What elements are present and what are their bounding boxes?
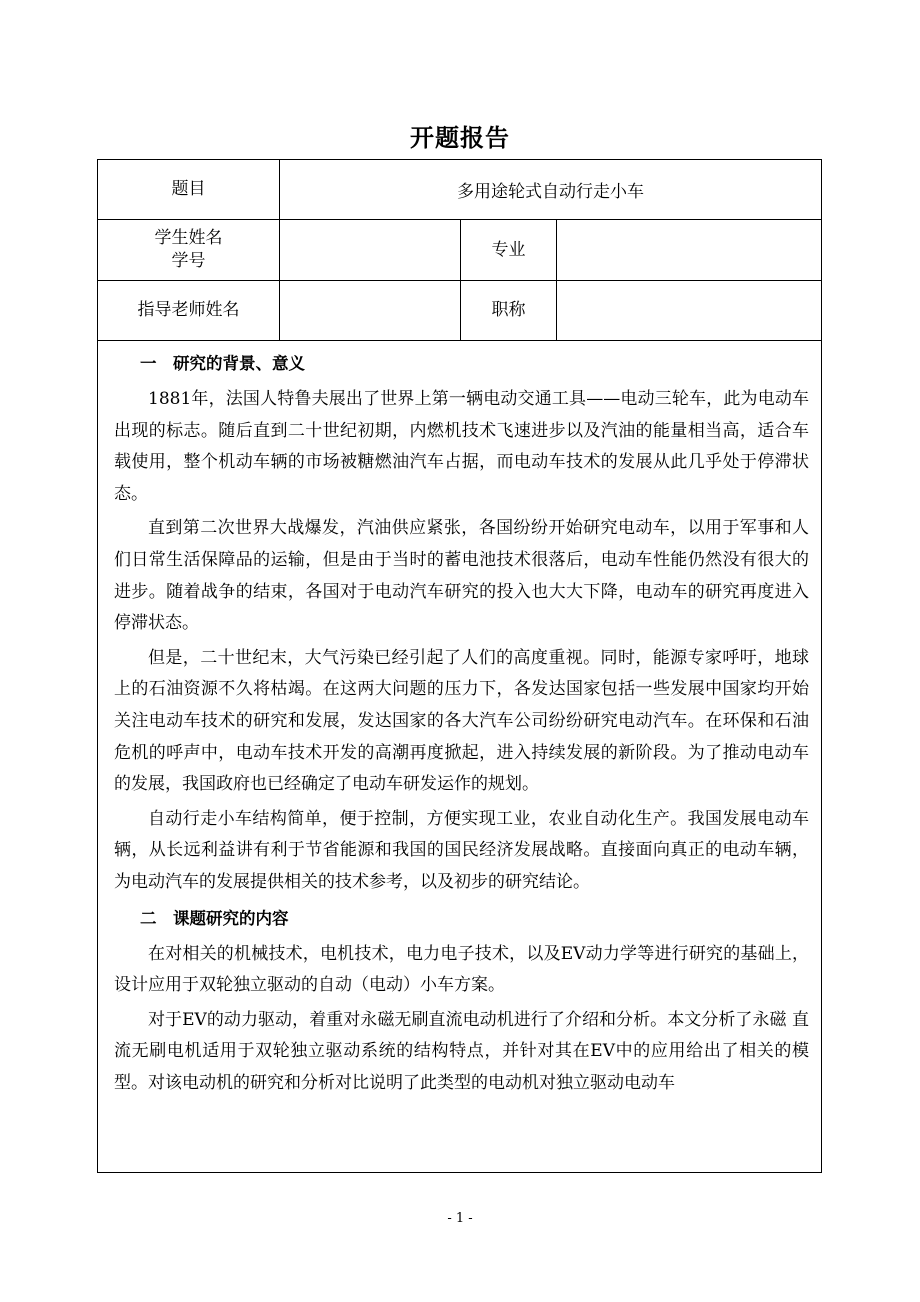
paragraph: 直到第二次世界大战爆发，汽油供应紧张，各国纷纷开始研究电动车，以用于军事和人们日常生活保障品的运输，但是由于当时的蓄电池技术很落后，电动车性能仍然没有很大的进步。随着战争的结束，各国对于电动汽车研究的投入也大大下降，电动车的研究再度进入停滞状态。 <box>114 518 810 634</box>
major-label: 专业 <box>461 220 557 281</box>
content-row <box>98 341 822 1173</box>
advisor-title-label: 职称 <box>461 281 557 341</box>
advisor-label: 指导老师姓名 <box>98 281 280 341</box>
student-id-label: 学号 <box>171 251 206 271</box>
paragraph: 自动行走小车结构简单，便于控制，方便实现工业，农业自动化生产。我国发展电动车辆，从长远利益讲有利于节省能源和我国的国民经济发展战略。直接面向真正的电动车辆，为电动汽车的发展提供相关的技术参考，以及初步的研究结论。 <box>114 808 810 892</box>
student-name-label: 学生姓名 <box>154 228 223 248</box>
paragraph: 但是，二十世纪末，大气污染已经引起了人们的高度重视。同时，能源专家呼吁，地球上的石油资源不久将枯竭。在这两大问题的压力下，各发达国家包括一些发展中国家均开始关注电动车技术的研究和发展，发达国家的各大汽车公司纷纷研究电动汽车。在环保和石油危机的呼声中，电动车技术开发的高潮再度掀起，进入持续发展的新阶段。为了推动电动车的发展，我国政府也已经确定了电动车研发运作的规划。 <box>114 647 810 795</box>
topic-value: 多用途轮式自动行走小车 <box>280 160 822 220</box>
page-title: 开题报告 <box>410 124 510 152</box>
advisor-row <box>98 281 822 341</box>
advisor-value[interactable] <box>280 281 461 341</box>
advisor-title-value[interactable] <box>557 281 822 341</box>
content-cell <box>98 341 822 1173</box>
major-value[interactable] <box>557 220 822 281</box>
report-table <box>97 159 822 1173</box>
section-heading-background: 一 研究的背景、意义 <box>140 354 305 373</box>
student-row <box>98 220 822 281</box>
paragraph: 1881年，法国人特鲁夫展出了世界上第一辆电动交通工具——电动三轮车，此为电动车出现的标志。随后直到二十世纪初期，内燃机技术飞速进步以及汽油的能量相当高，适合车载使用，整个机动车辆的市场被糖燃油汽车占据，而电动车技术的发展从此几乎处于停滞状态。 <box>114 389 810 504</box>
paragraph: 在对相关的机械技术，电机技术，电力电子技术，以及EV动力学等进行研究的基础上，设计应用于双轮独立驱动的自动（电动）小车方案。 <box>114 943 810 996</box>
student-name-value[interactable] <box>280 220 461 281</box>
topic-label: 题目 <box>98 160 280 220</box>
page-number: - 1 - <box>447 1211 473 1226</box>
topic-row <box>98 160 822 220</box>
paragraph: 对于EV的动力驱动，着重对永磁无刷直流电动机进行了介绍和分析。本文分析了永磁 直流无刷电机适用于双轮独立驱动系统的结构特点，并针对其在EV中的应用给出了相关的模型。对该电动机的研究和分析对比说明了此类型的电动机对独立驱动电动车 <box>114 1009 810 1093</box>
student-labels <box>98 220 280 281</box>
section-heading-content: 二 课题研究的内容 <box>140 908 289 928</box>
